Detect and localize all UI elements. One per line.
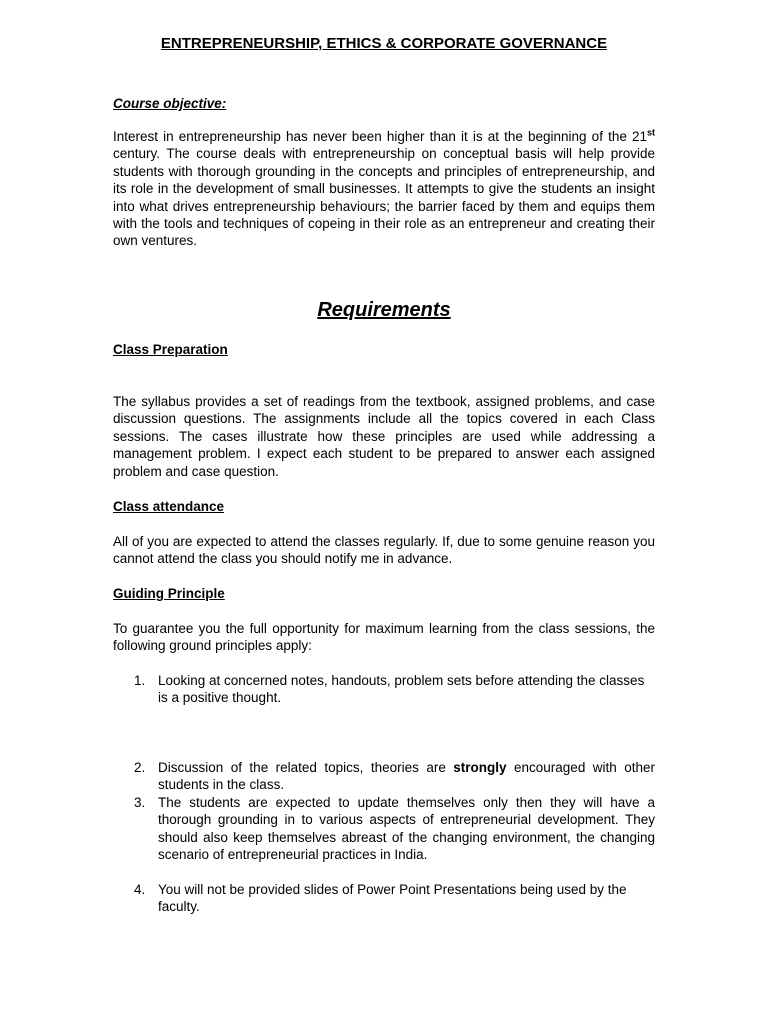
list-item-number: 2. bbox=[134, 760, 146, 775]
list-item-text: You will not be provided slides of Power Point Presentations being used by the faculty. bbox=[158, 882, 627, 915]
requirements-heading: Requirements bbox=[317, 299, 451, 321]
course-objective-text-end: century. The course deals with entrepreneurship on conceptual basis will help provide students with thorough grounding in the concepts and principles of entrepreneurship, and its role in the development of small businesses. It attempts to give the students an insight into what drives entrepreneurship behaviours; the barrier faced by them and equips them with the tools and techniques of copeing in their role as an entrepreneur and creating their own ventures. bbox=[113, 146, 655, 249]
course-objective-paragraph bbox=[113, 128, 655, 250]
class-attendance-paragraph: All of you are expected to attend the classes regularly. If, due to some genuine reason you cannot attend the class you should notify me in advance. bbox=[113, 534, 655, 567]
course-objective-heading: Course objective: bbox=[113, 96, 227, 111]
guiding-principle-intro: To guarantee you the full opportunity for maximum learning from the class sessions, the following ground principles apply: bbox=[113, 621, 655, 654]
document-title: ENTREPRENEURSHIP, ETHICS & CORPORATE GOVERNANCE bbox=[160, 35, 608, 52]
class-preparation-heading: Class Preparation bbox=[113, 342, 228, 357]
list-item-text: The students are expected to update themselves only then they will have a thorough grounding in to various aspects of entrepreneurial development. They should also keep themselves abreast of the changing environment, the changing scenario of entrepreneurial practices in India. bbox=[158, 795, 655, 863]
emphasis-strongly: strongly bbox=[453, 760, 507, 775]
list-item-text-start: Discussion of the related topics, theories are bbox=[158, 760, 454, 775]
class-attendance-heading: Class attendance bbox=[113, 499, 225, 514]
list-item-text-end: encouraged with other students in the class. bbox=[158, 760, 656, 793]
list-item-number: 3. bbox=[134, 795, 146, 810]
list-item-number: 4. bbox=[134, 882, 146, 897]
course-objective-text-start: Interest in entrepreneurship has never been higher than it is at the beginning of the 21 bbox=[113, 129, 647, 144]
guiding-principle-heading: Guiding Principle bbox=[113, 586, 225, 601]
ordinal-superscript: st bbox=[646, 127, 655, 138]
list-item-text: Looking at concerned notes, handouts, problem sets before attending the classes is a positive thought. bbox=[158, 673, 645, 706]
list-item-text bbox=[158, 759, 655, 794]
class-preparation-paragraph: The syllabus provides a set of readings from the textbook, assigned problems, and case discussion questions. The assignments include all the topics covered in each Class sessions. The cases illustrate how these principles are used while addressing a management problem. I expect each student to be prepared to answer each assigned problem and case question. bbox=[113, 394, 655, 479]
list-item-number: 1. bbox=[134, 673, 146, 688]
